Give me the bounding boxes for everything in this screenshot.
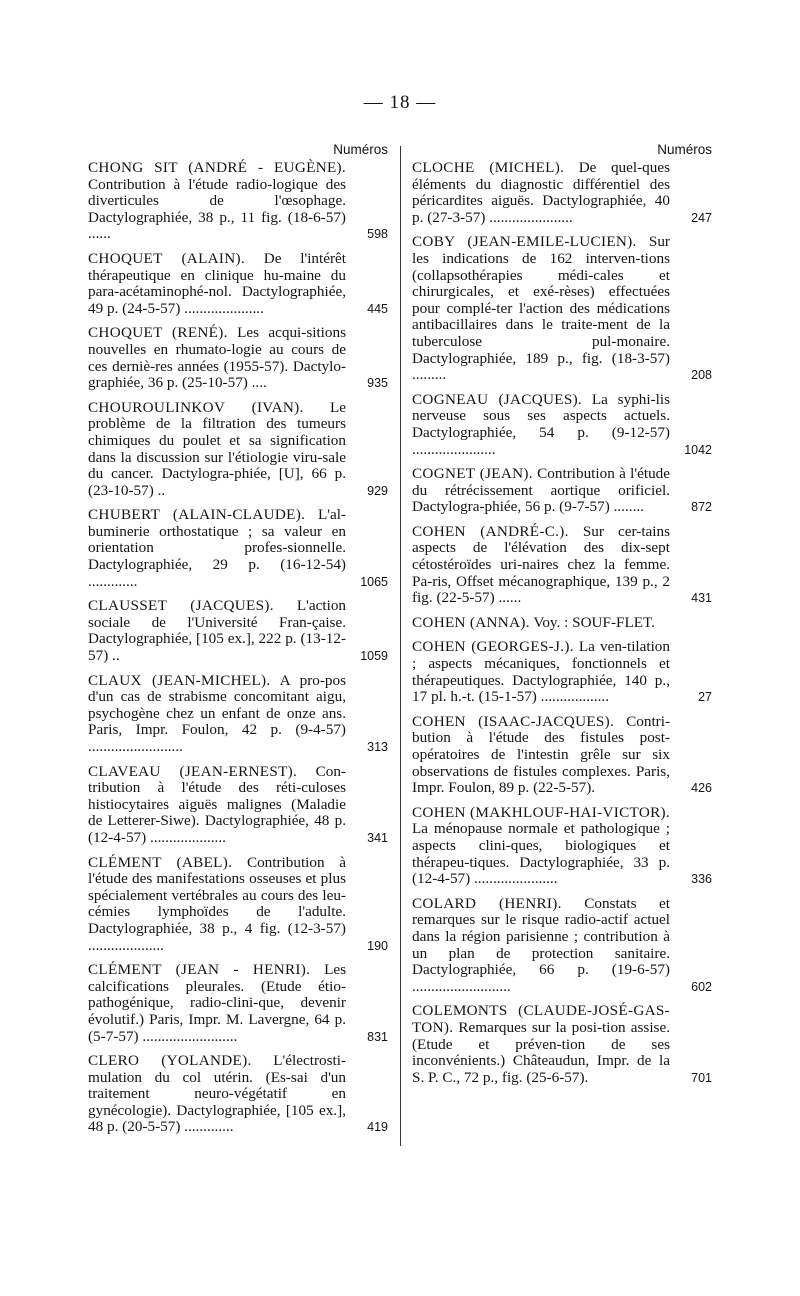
entry-paragraph <box>412 160 670 226</box>
author-name: COHEN (ISAAC-JACQUES). <box>412 712 615 730</box>
entry-text: Sur les indications de 162 interven-tions (collapsothérapies médi-cales et chirurgicales, et exé-rèses) effectuées pour complé-ter l'action des médications antibacillaires dans le traite-ment de la tuberculose pul-monaire. Dactylographiée, 189 p., fig. (18-3-57) ......... <box>412 233 670 384</box>
entry-number: 341 <box>367 830 388 845</box>
entry-paragraph <box>88 507 346 590</box>
entry-paragraph <box>412 805 670 888</box>
catalog-entry <box>412 1003 712 1086</box>
entry-paragraph <box>88 764 346 847</box>
catalog-entry <box>412 392 712 458</box>
entry-number: 190 <box>367 938 388 953</box>
entry-paragraph <box>412 714 670 797</box>
entry-paragraph <box>88 400 346 500</box>
entry-paragraph <box>88 1053 346 1136</box>
catalog-entry <box>412 714 712 797</box>
right-column <box>412 140 712 1094</box>
catalog-entry <box>88 673 388 756</box>
column-divider <box>400 146 401 1146</box>
left-column-header: Numéros <box>333 142 388 157</box>
author-name: CHOQUET (RENÉ). <box>88 324 228 342</box>
author-name: CLÉMENT (ABEL). <box>88 853 233 871</box>
author-name: CLAVEAU (JEAN-ERNEST). <box>88 762 298 780</box>
entry-paragraph <box>412 1003 670 1086</box>
entry-text: Remarques sur la posi-tion assise. (Etude et préven-tion de ses inconvénients.) Châteaudun, Impr. de la S. P. C., 72 p., fig. (25-6-57). <box>412 1018 670 1086</box>
entry-paragraph <box>412 466 670 516</box>
entry-paragraph <box>88 251 346 317</box>
entry-number: 935 <box>367 376 388 391</box>
entry-text: Constats et remarques sur le risque radio-actif actuel dans la région parisienne ; contribution à un plan de protection sanitaire. Dactylographiée, 66 p. (19-6-57) .......................... <box>412 894 670 995</box>
author-name: COHEN (GEORGES-J.). <box>412 638 574 656</box>
entry-paragraph <box>88 855 346 955</box>
author-name: CLERO (YOLANDE). <box>88 1052 252 1070</box>
entry-paragraph <box>88 598 346 664</box>
author-name: COGNEAU (JACQUES). <box>412 390 583 408</box>
entry-text: Contribution à l'étude des manifestations osseuses et plus spécialement vertébrales au cours des leu-cémies lymphoïdes de l'adulte. Dactylographiée, 38 p., 4 fig. (12-3-57) .................... <box>88 853 347 954</box>
catalog-entry <box>88 764 388 847</box>
author-name: COBY (JEAN-EMILE-LUCIEN). <box>412 233 637 251</box>
entry-number: 929 <box>367 483 388 498</box>
entry-text: Contribution à l'étude du rétrécissement aortique orificiel. Dactylogra-phiée, 56 p. (9-7-57) ........ <box>412 465 670 516</box>
catalog-entry <box>88 251 388 317</box>
entry-text: Con-tribution à l'étude des réti-culoses histiocytaires aiguës malignes (Maladie de Letterer-Siwe). Dactylographiée, 48 p. (12-4-57) .................... <box>88 762 347 846</box>
entry-paragraph <box>88 160 346 243</box>
catalog-entry <box>88 400 388 500</box>
entry-number: 431 <box>691 591 712 606</box>
catalog-entry <box>412 466 712 516</box>
entry-paragraph <box>412 896 670 996</box>
entry-paragraph <box>412 392 670 458</box>
entry-number: 1065 <box>360 574 388 589</box>
left-column <box>88 140 388 1144</box>
entry-number: 831 <box>367 1029 388 1044</box>
author-name: CLÉMENT (JEAN - HENRI). <box>88 961 311 979</box>
entry-number: 419 <box>367 1120 388 1135</box>
entry-text: Contri-bution à l'étude des fistules post-opératoires de l'intestin grêle sur six observations de fistules complexes. Paris, Impr. Foulon, 89 p. (22-5-57). <box>412 712 670 797</box>
author-name: CLOCHE (MICHEL). <box>412 159 565 176</box>
entry-number: 208 <box>691 368 712 383</box>
entry-text: De l'intérêt thérapeutique en clinique hu-maine du para-acétaminophé-nol. Dactylographiée, 49 p. (24-5-57) ..................... <box>88 249 346 317</box>
author-name: CLAUSSET (JACQUES). <box>88 597 274 615</box>
entry-text: La ménopause normale et pathologique ; aspects clini-ques, biologiques et thérapeu-tiques. Dactylographiée, 33 p. (12-4-57) ...................... <box>412 820 670 888</box>
author-name: COLARD (HENRI). <box>412 894 562 912</box>
entry-text: La syphi-lis nerveuse sous ses aspects actuels. Dactylographiée, 54 p. (9-12-57) ...................... <box>412 390 671 458</box>
entry-number: 1042 <box>684 442 712 457</box>
author-name: CHUBERT (ALAIN-CLAUDE). <box>88 506 306 524</box>
catalog-entry <box>412 639 712 705</box>
author-name: CHONG SIT (ANDRÉ - EUGÈNE). <box>88 159 346 176</box>
entry-text: L'action sociale de l'Université Fran-çaise. Dactylographiée, [105 ex.], 222 p. (13-12-57) .. <box>88 597 347 665</box>
author-name: COGNET (JEAN). <box>412 465 533 483</box>
catalog-entry <box>88 598 388 664</box>
entry-paragraph <box>412 524 670 607</box>
author-name: COLEMONTS (CLAUDE-JOSÉ-GAS-TON). <box>412 1002 670 1036</box>
author-name: COHEN (ANDRÉ-C.). <box>412 522 569 540</box>
entry-number: 872 <box>691 500 712 515</box>
entry-text: Contribution à l'étude radio-logique des diverticules de l'œsophage. Dactylographiée, 38 p., 11 fig. (18-6-57) ...... <box>88 175 346 243</box>
catalog-entry <box>412 615 712 632</box>
entry-number: 598 <box>367 227 388 242</box>
entry-number: 701 <box>691 1070 712 1085</box>
entry-number: 426 <box>691 781 712 796</box>
right-entries <box>412 160 712 1086</box>
catalog-entry <box>88 160 388 243</box>
entry-text: L'al-buminerie orthostatique ; sa valeur en orientation profes-sionnelle. Dactylographiée, 29 p. (16-12-54) ............. <box>88 506 346 590</box>
catalog-entry <box>88 507 388 590</box>
catalog-entry <box>88 1053 388 1136</box>
entry-paragraph <box>88 962 346 1045</box>
entry-number: 336 <box>691 872 712 887</box>
entry-text: Les acqui-sitions nouvelles en rhumato-logie au cours de ces derniè-res années (1955-57). Dactylo-graphiée, 36 p. (25-10-57) .... <box>88 324 347 392</box>
entry-paragraph <box>412 615 670 632</box>
entry-number: 313 <box>367 740 388 754</box>
author-name: CLAUX (JEAN-MICHEL). <box>88 671 271 689</box>
author-name: COHEN (MAKHLOUF-HAI-VICTOR). <box>412 803 670 821</box>
entry-text: Les calcifications pleurales. (Etude étio-pathogénique, radio-clini-que, devenir évolutif.) Paris, Impr. M. Lavergne, 64 p. (5-7-57) ......................... <box>88 961 346 1045</box>
entry-paragraph <box>412 639 670 705</box>
catalog-entry <box>412 805 712 888</box>
entry-number: 602 <box>691 979 712 994</box>
entry-number: 247 <box>691 210 712 225</box>
entry-text: Voy. : SOUF-FLET. <box>533 613 655 631</box>
entry-text: Le problème de la filtration des tumeurs chimiques du poulet et sa signification dans la discussion sur l'étiologie viru-sale du cancer. Dactylogra-phiée, [U], 66 p. (23-10-57) .. <box>88 398 346 499</box>
right-column-header: Numéros <box>657 142 712 157</box>
catalog-entry <box>88 325 388 391</box>
catalog-entry <box>412 234 712 383</box>
author-name: CHOQUET (ALAIN). <box>88 249 245 267</box>
entry-number: 445 <box>367 301 388 316</box>
entry-paragraph <box>88 325 346 391</box>
entry-text: De quel-ques éléments du diagnostic différentiel des péricardites aiguës. Dactylographiée, 40 p. (27-3-57) ...................... <box>412 159 670 226</box>
left-entries <box>88 160 388 1136</box>
author-name: CHOUROULINKOV (IVAN). <box>88 398 304 416</box>
entry-text: A pro-pos d'un cas de strabisme concomitant aigu, psychogène chez un enfant de onze ans. Paris, Impr. Foulon, 42 p. (9-4-57) ......................... <box>88 671 346 755</box>
entry-text: L'électrosti-mulation du col utérin. (Es-sai d'un traitement neuro-végétatif en gynécologie). Dactylographiée, [105 ex.], 48 p. (20-5-57) ............. <box>88 1052 346 1136</box>
entry-text: La ven-tilation ; aspects mécaniques, fonctionnels et thérapeutiques. Dactylographiée, 140 p., 17 pl. h.-t. (15-1-57) .................. <box>412 638 670 706</box>
entry-number: 1059 <box>360 649 388 664</box>
catalog-entry <box>412 896 712 996</box>
entry-number: 27 <box>698 690 712 705</box>
entry-paragraph <box>88 673 346 756</box>
page-number: — 18 — <box>363 92 437 113</box>
entry-paragraph <box>412 234 670 383</box>
catalog-entry <box>88 855 388 955</box>
author-name: COHEN (ANNA). <box>412 613 530 631</box>
entry-text: Sur cer-tains aspects de l'élévation des dix-sept cétostéroïdes uri-naires chez la femme. Pa-ris, Offset mécanographique, 139 p., 2 fig. (22-5-57) ...... <box>412 522 671 607</box>
catalog-entry <box>88 962 388 1045</box>
catalog-entry <box>412 524 712 607</box>
catalog-entry <box>412 160 712 226</box>
